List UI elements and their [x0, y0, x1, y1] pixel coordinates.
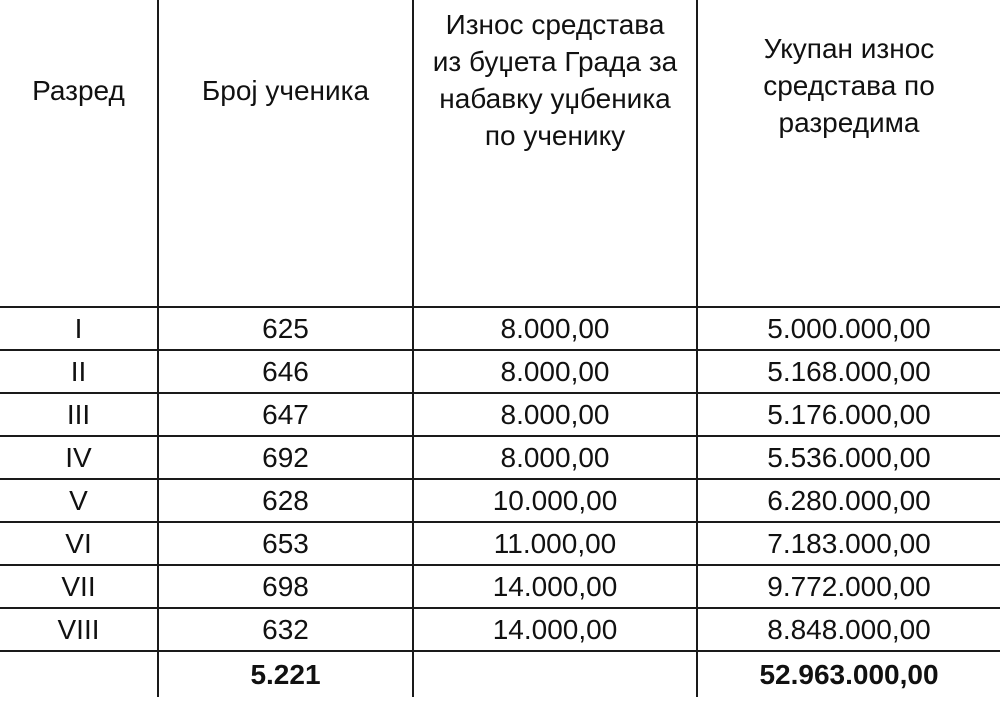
- cell-students: 698: [158, 565, 413, 608]
- cell-total: 5.168.000,00: [697, 350, 1000, 393]
- total-cell-total: 52.963.000,00: [697, 651, 1000, 697]
- table-row: [0, 608, 1000, 651]
- cell-total: 5.000.000,00: [697, 307, 1000, 350]
- table-row: [0, 350, 1000, 393]
- cell-students: 632: [158, 608, 413, 651]
- header-amount-per-student: [413, 0, 697, 307]
- header-students-label: Број ученика: [201, 75, 370, 106]
- header-amount-line-3: набавку уџбеника: [439, 83, 671, 114]
- header-total-line-1: Укупан износ: [763, 33, 935, 64]
- cell-amount: 8.000,00: [413, 350, 697, 393]
- cell-amount: 14.000,00: [413, 565, 697, 608]
- header-total-by-grade: [697, 0, 1000, 307]
- cell-grade: V: [0, 479, 158, 522]
- cell-amount: 10.000,00: [413, 479, 697, 522]
- cell-students: 625: [158, 307, 413, 350]
- total-cell-students: 5.221: [158, 651, 413, 697]
- cell-grade: VII: [0, 565, 158, 608]
- header-amount-line-1: Износ средстава: [445, 9, 665, 40]
- table-row: [0, 393, 1000, 436]
- table-row: [0, 565, 1000, 608]
- table-row: [0, 436, 1000, 479]
- table-row: [0, 307, 1000, 350]
- cell-total: 5.536.000,00: [697, 436, 1000, 479]
- cell-amount: 8.000,00: [413, 307, 697, 350]
- cell-amount: 8.000,00: [413, 436, 697, 479]
- table-row: [0, 479, 1000, 522]
- cell-amount: 8.000,00: [413, 393, 697, 436]
- total-cell-grade: [0, 651, 158, 697]
- cell-grade: VI: [0, 522, 158, 565]
- cell-students: 647: [158, 393, 413, 436]
- total-cell-amount: [413, 651, 697, 697]
- cell-grade: III: [0, 393, 158, 436]
- table-header-row: [0, 0, 1000, 307]
- cell-grade: I: [0, 307, 158, 350]
- cell-students: 628: [158, 479, 413, 522]
- cell-grade: II: [0, 350, 158, 393]
- header-amount-text: [414, 0, 696, 154]
- cell-grade: IV: [0, 436, 158, 479]
- cell-amount: 14.000,00: [413, 608, 697, 651]
- header-total-line-3: разредима: [778, 107, 920, 138]
- cell-total: 7.183.000,00: [697, 522, 1000, 565]
- header-grade-label: Разред: [32, 75, 125, 106]
- header-amount-line-2: из буџета Града за: [432, 46, 678, 77]
- cell-amount: 11.000,00: [413, 522, 697, 565]
- table-row: [0, 522, 1000, 565]
- cell-total: 6.280.000,00: [697, 479, 1000, 522]
- cell-total: 5.176.000,00: [697, 393, 1000, 436]
- cell-grade: VIII: [0, 608, 158, 651]
- header-grade: [0, 0, 158, 307]
- header-total-text: [698, 0, 1000, 141]
- cell-total: 8.848.000,00: [697, 608, 1000, 651]
- cell-students: 653: [158, 522, 413, 565]
- cell-students: 692: [158, 436, 413, 479]
- cell-total: 9.772.000,00: [697, 565, 1000, 608]
- header-students: [158, 0, 413, 307]
- table-total-row: [0, 651, 1000, 697]
- header-total-line-2: средстава по: [763, 70, 935, 101]
- cell-students: 646: [158, 350, 413, 393]
- header-amount-line-4: по ученику: [484, 120, 626, 151]
